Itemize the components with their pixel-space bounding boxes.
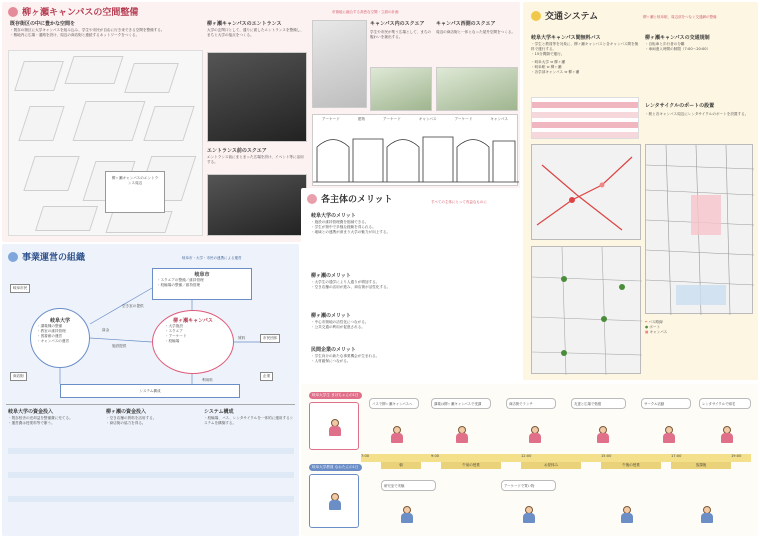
merit-university: 岐阜大学のメリット bbox=[311, 213, 356, 219]
teacher-avatar bbox=[329, 493, 341, 511]
section-diagram bbox=[312, 114, 518, 186]
section-existing-text: ・既存の街区に大学キャンパスを組み込み、学生や市民が自由に行き来できる空間を整備する。 ・敷地内に広場・通路を設け、周辺の商店街と連続するネットワークをつくる。 bbox=[10, 28, 165, 37]
story-bubble: 友達と広場で勉強 bbox=[571, 398, 626, 409]
legend-item: ■ キャンパス bbox=[645, 330, 668, 335]
section-rental-cycle-text: ・駅と各キャンパス周辺にレンタサイクルのポートを設置する。 bbox=[645, 112, 749, 116]
story-bubble: 商店街でランチ bbox=[506, 398, 556, 409]
time-label: 9:00 bbox=[431, 454, 440, 458]
edge-label-facility: 施設提供 bbox=[112, 344, 127, 348]
entrance-square-photo bbox=[207, 174, 307, 236]
center-item: ・スクエア bbox=[165, 328, 183, 333]
legend-item: ● ポート bbox=[645, 325, 661, 330]
section-existing-block: 既存街区の中に豊かな空間を bbox=[10, 21, 76, 27]
merit-title-text: 各主体のメリット bbox=[321, 195, 393, 205]
teacher-figure bbox=[701, 506, 713, 524]
section-entrance: 柳ヶ瀬キャンパスのエントランス bbox=[207, 21, 282, 27]
bus-timetable bbox=[531, 97, 639, 139]
street-grid bbox=[646, 145, 754, 315]
section-traffic-rule: 柳ヶ瀬キャンパスの交通規制 bbox=[645, 35, 710, 41]
bus-line: ・岐阜大学 ⇔ 柳ヶ瀬 bbox=[531, 60, 566, 64]
period-label: 朝 bbox=[381, 462, 421, 469]
section-yanagase-fund-text: ・空き店舗の賃料を活用する。 ・商店街の協力を得る。 bbox=[106, 416, 157, 425]
student-figure bbox=[456, 426, 468, 444]
merit-title bbox=[307, 192, 393, 205]
story-bubble: レンタサイクルで帰宅 bbox=[699, 398, 751, 409]
merit-university-text: ・施設の維持管理費を削減できる。 ・学生が街中で多様な経験を得られる。 ・地域との連携が深まり大学の魅力が向上する。 bbox=[311, 220, 391, 234]
city-model bbox=[8, 50, 203, 236]
bus-route-lines bbox=[532, 145, 642, 241]
ops-details bbox=[8, 444, 294, 530]
center-item: ・アーケード bbox=[165, 333, 187, 338]
section-label: キャンパス bbox=[490, 117, 508, 121]
section-label: アーケード bbox=[321, 117, 340, 121]
merit-corporate-text: ・学生向けの新たな事業機会が生まれる。 ・人材確保につながる。 bbox=[311, 354, 380, 363]
section-west-square: キャンパス西側のスクエア bbox=[436, 21, 496, 27]
bus-list bbox=[531, 60, 639, 76]
section-campus-square: キャンパス内のスクエア bbox=[370, 21, 425, 27]
section-labels bbox=[313, 117, 517, 125]
cycle-grid bbox=[532, 247, 642, 375]
legend-item: ━ バス路線 bbox=[645, 320, 663, 324]
bus-line: ・各学部キャンパス ⇔ 柳ヶ瀬 bbox=[531, 70, 580, 75]
spatial-title bbox=[8, 5, 138, 18]
student-avatar bbox=[329, 419, 341, 437]
cycle-port-map bbox=[531, 246, 641, 374]
center-item: ・大学施設 bbox=[165, 324, 183, 328]
student-profile bbox=[309, 402, 359, 450]
student-figure bbox=[529, 426, 541, 444]
story-bubble: サークル活動 bbox=[641, 398, 691, 409]
flower-icon bbox=[307, 194, 317, 204]
system-box bbox=[60, 384, 240, 398]
divider bbox=[6, 404, 295, 405]
time-label: 17:00 bbox=[671, 454, 682, 458]
section-entrance-square: エントランス前のスクエア bbox=[207, 148, 267, 154]
entrance-photo bbox=[207, 52, 307, 142]
student-figure bbox=[391, 426, 403, 444]
edge-label-fund: 資金 bbox=[102, 328, 110, 332]
section-yanagase-fund: 柳ヶ瀬の資金投入 bbox=[106, 409, 147, 415]
merit-shopping-text: ・大学生の通学により人通りが増加する。 ・空き店舗の活用が進み、商店街が活性化する。 bbox=[311, 280, 391, 289]
daily-story-panel bbox=[301, 384, 758, 536]
univ-item: ・講義棟の整備 bbox=[37, 324, 63, 328]
campus-square-photo bbox=[370, 67, 432, 111]
teacher-figure bbox=[401, 506, 413, 524]
section-system: システム構成 bbox=[204, 409, 234, 415]
teacher-story-title: 岐阜大学教員 なおたんの1日 bbox=[309, 464, 362, 471]
city-item: ・スクエアの整備／維持管理 bbox=[157, 278, 204, 282]
period-label: 午後の授業 bbox=[601, 462, 661, 469]
traffic-title-text: 交通システム bbox=[545, 12, 599, 22]
teacher-figure bbox=[523, 506, 535, 524]
section-entrance-text: 大学の玄関口として、通りに面したエントランスを整備し、まちと大学の接点をつくる。 bbox=[207, 28, 304, 37]
univ-item: ・教室の維持管理 bbox=[37, 328, 66, 333]
story-bubble: アーケードで買い物 bbox=[501, 480, 556, 491]
citizen-box: 岐阜市民 bbox=[10, 284, 30, 293]
city-item: ・駐輪場の整備／維持管理 bbox=[157, 282, 201, 287]
merit-city-text: ・中心市街地の活性化につながる。 ・公共交通の利用が促進される。 bbox=[311, 320, 369, 329]
time-label: 12:00 bbox=[521, 454, 532, 458]
center-item: ・駐輪場 bbox=[165, 338, 180, 343]
section-label: キャンパス bbox=[418, 117, 437, 121]
merit-city: 柳ヶ瀬のメリット bbox=[311, 313, 351, 319]
section-label: 建物 bbox=[357, 117, 365, 121]
system-box-label: システム構成 bbox=[139, 389, 161, 393]
campus-area-map bbox=[645, 144, 753, 314]
period-label: 放課後 bbox=[671, 462, 731, 469]
model-callout bbox=[105, 171, 165, 213]
section-campus-square-text: 学生や市民が集う広場として、まちの賑わいを創出する。 bbox=[370, 30, 432, 39]
spatial-subtitle: 市街地に融合する高密な空間・立面の計画 bbox=[332, 10, 399, 14]
campus-center-title: 柳ヶ瀬キャンパス bbox=[173, 318, 213, 324]
legend-label: バス路線 bbox=[648, 320, 663, 324]
time-label: 7:00 bbox=[361, 454, 370, 458]
student-figure bbox=[663, 426, 675, 444]
edge-label-vacant: 空き室の提供 bbox=[122, 304, 144, 308]
traffic-panel bbox=[523, 2, 758, 380]
section-univ-fund: 岐阜大学の資金投入 bbox=[8, 409, 54, 415]
west-square-photo bbox=[436, 67, 518, 111]
merit-shopping: 柳ヶ瀬のメリット bbox=[311, 273, 351, 279]
city-box-title: 岐阜市 bbox=[194, 272, 210, 278]
merit-corporate: 民間企業のメリット bbox=[311, 347, 356, 353]
story-bubble: 講義は柳ヶ瀬キャンパスで受講 bbox=[431, 398, 491, 409]
edge-label-rent: 賃料 bbox=[238, 336, 246, 340]
citizen-group-box: 市民団体 bbox=[260, 334, 280, 343]
legend-label: ポート bbox=[649, 325, 661, 330]
section-traffic-rule-text: ・自転車と歩行者の分離 ・車両進入時間の制限（7:00〜20:00） bbox=[645, 42, 711, 51]
section-shuttle-bus: 岐阜大学キャンパス間無料バス bbox=[531, 35, 601, 41]
campus-model-photo bbox=[312, 20, 367, 108]
section-entrance-square-text: エントランス前にまとまった広場を設け、イベント等に活用する。 bbox=[207, 155, 304, 164]
period-label: お昼休み bbox=[521, 462, 581, 469]
company-box: 企業 bbox=[260, 372, 273, 381]
section-label: アーケード bbox=[382, 117, 401, 121]
section-univ-fund-text: ・既存校舎の売却益を整備費に充てる。 ・運営費は授業料等で賄う。 bbox=[8, 416, 73, 425]
student-figure bbox=[721, 426, 733, 444]
ops-title-text: 事業運営の組織 bbox=[22, 253, 86, 263]
section-system-text: ・駐輪場、バス、レンタサイクルを一体的に運用するシステムを構築する。 bbox=[204, 416, 294, 425]
section-shuttle-bus-text: ・学生と教員等を対象に、柳ヶ瀬キャンパスと各キャンパス間を無料で運行する。 ・15分間隔で運行。 bbox=[531, 42, 639, 56]
univ-item: ・キャンパスの運営 bbox=[37, 338, 70, 343]
shopping-street-box: 商店街 bbox=[10, 372, 27, 381]
model-label: 柳ヶ瀬キャンパスのエントランス周辺 bbox=[111, 176, 159, 185]
operations-panel bbox=[2, 244, 299, 536]
university-title: 岐阜大学 bbox=[49, 318, 70, 324]
student-figure bbox=[597, 426, 609, 444]
univ-item: ・図書館の運営 bbox=[37, 333, 63, 338]
map-legend bbox=[645, 320, 753, 336]
ops-subtitle: 岐阜市・大学・市民の連携による運営 bbox=[182, 256, 242, 260]
traffic-subtitle: 柳ヶ瀬と岐阜駅、周辺部をつなぐ交通網の整備 bbox=[643, 15, 717, 19]
section-label: アーケード bbox=[454, 117, 473, 121]
timeline-band bbox=[361, 454, 751, 462]
edge-label-fee: 利用料 bbox=[202, 378, 213, 382]
bus-route-map bbox=[531, 144, 641, 240]
flower-icon bbox=[8, 7, 18, 17]
section-rental-cycle: レンタサイクルのポートの設置 bbox=[645, 103, 715, 109]
legend-label: キャンパス bbox=[649, 330, 668, 335]
teacher-profile bbox=[309, 474, 359, 528]
period-label: 午前の授業 bbox=[441, 462, 501, 469]
merit-panel bbox=[301, 188, 520, 382]
spatial-title-text: 柳ヶ瀬キャンパスの空間整備 bbox=[22, 8, 139, 18]
time-label: 19:00 bbox=[731, 454, 742, 458]
section-west-square-text: 周辺の商店街と一体となった屋外空間をつくる。 bbox=[436, 30, 516, 34]
story-bubble: 研究室で実験 bbox=[381, 480, 436, 491]
sun-icon bbox=[531, 11, 541, 21]
time-label: 15:00 bbox=[601, 454, 612, 458]
ops-arrows bbox=[2, 244, 299, 404]
merit-subtitle: すべての主体にとって有益なものに bbox=[431, 200, 487, 204]
bus-line: ・岐阜駅 ⇔ 柳ヶ瀬 bbox=[531, 65, 562, 70]
student-story-title: 岐阜大学生 まほちゃんの1日 bbox=[309, 392, 362, 399]
teacher-figure bbox=[621, 506, 633, 524]
section-drawing bbox=[313, 127, 519, 187]
traffic-title bbox=[531, 9, 598, 22]
story-bubble: バスで柳ヶ瀬キャンパスへ bbox=[369, 398, 419, 409]
